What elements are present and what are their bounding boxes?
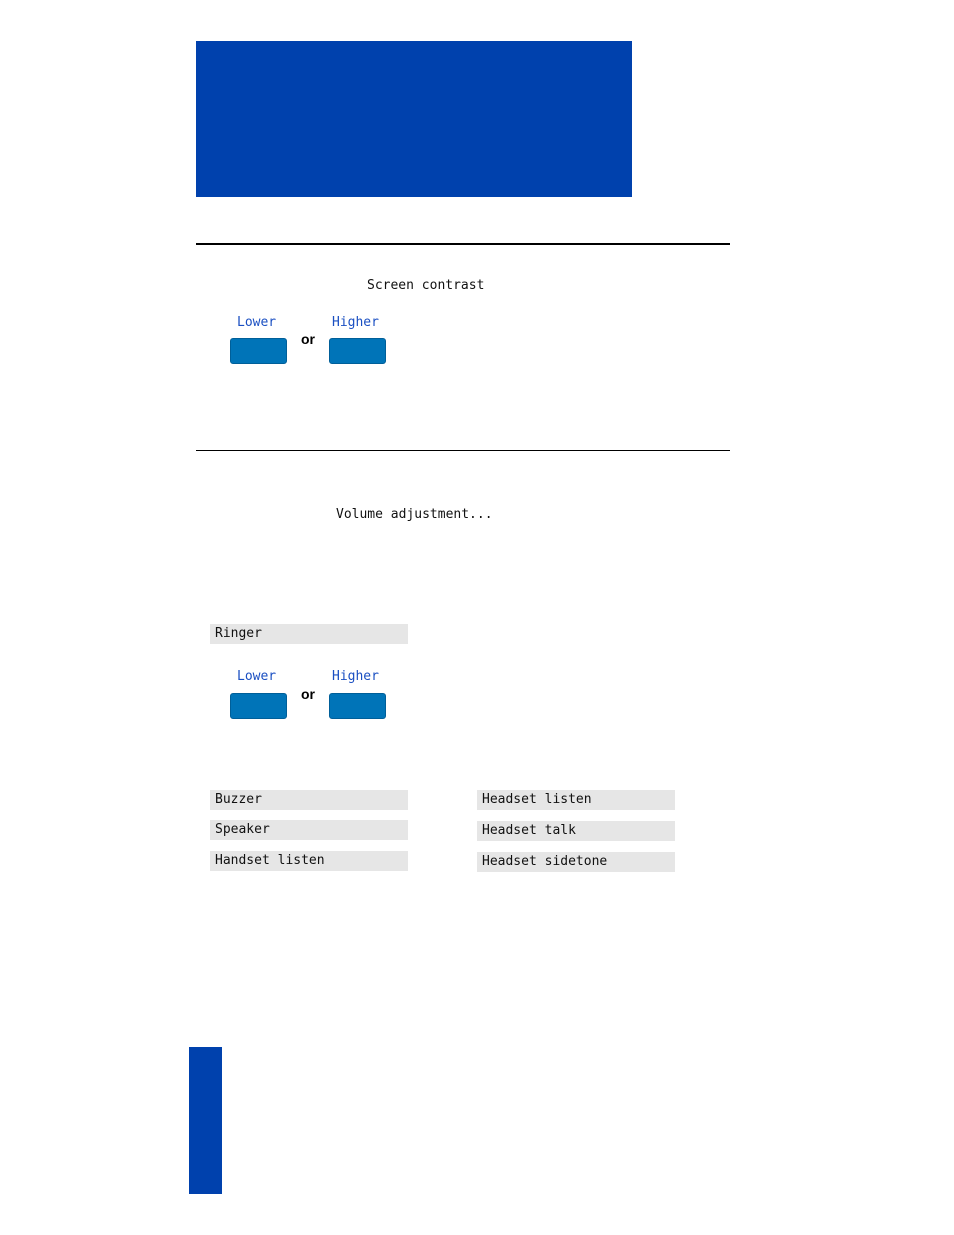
volume-or-text: or [301, 686, 315, 702]
speaker-option[interactable]: Speaker [210, 820, 408, 840]
contrast-lower-softkey[interactable] [230, 338, 287, 364]
contrast-lower-label: Lower [237, 315, 277, 330]
volume-higher-label: Higher [332, 669, 379, 684]
section-divider-top [196, 243, 730, 245]
volume-lower-softkey[interactable] [230, 693, 287, 719]
ringer-option[interactable]: Ringer [210, 624, 408, 644]
headset-sidetone-option[interactable]: Headset sidetone [477, 852, 675, 872]
chapter-side-tab [189, 1047, 222, 1194]
volume-adjustment-display: Volume adjustment... [336, 507, 493, 522]
buzzer-option[interactable]: Buzzer [210, 790, 408, 810]
headset-talk-option[interactable]: Headset talk [477, 821, 675, 841]
chapter-header-block [196, 41, 632, 197]
handset-listen-option[interactable]: Handset listen [210, 851, 408, 871]
headset-listen-option[interactable]: Headset listen [477, 790, 675, 810]
volume-lower-label: Lower [237, 669, 277, 684]
screen-contrast-display: Screen contrast [367, 278, 485, 293]
contrast-higher-softkey[interactable] [329, 338, 386, 364]
contrast-or-text: or [301, 331, 315, 347]
contrast-higher-label: Higher [332, 315, 379, 330]
section-divider [196, 450, 730, 451]
volume-higher-softkey[interactable] [329, 693, 386, 719]
